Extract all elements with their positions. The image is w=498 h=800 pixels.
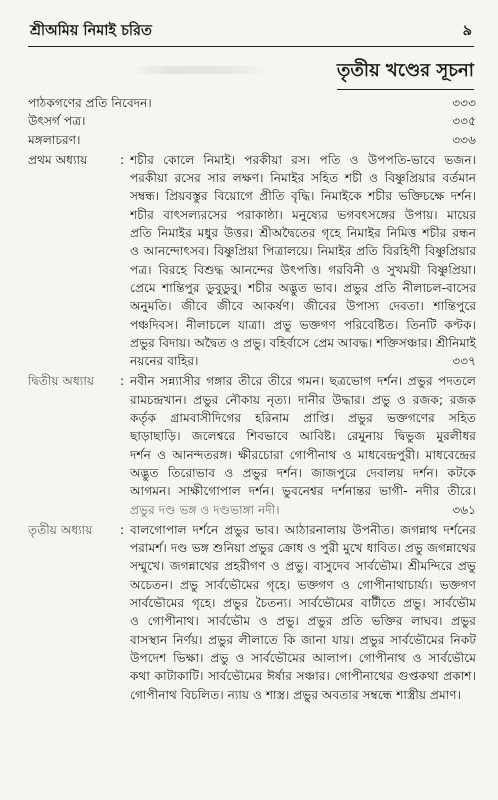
chapter-label: প্রথম অধ্যায় bbox=[28, 152, 88, 167]
chapter-page: ৩৩৭ bbox=[452, 354, 477, 369]
summary-line: পঞ্চদিবস। নীলাচলে যাত্রা। প্রভু ভক্তগণ পরিবেষ্টিত। তিনটি কণ্টক। bbox=[130, 317, 477, 332]
summary-end-text: নয়নের বাহির। bbox=[130, 354, 199, 369]
toc-item bbox=[28, 94, 476, 112]
summary-line: আগমন। সাক্ষীগোপাল দর্শন। ভুবনেশ্বর দর্শনান্তর ভাগী- নদীর তীরে। bbox=[130, 484, 476, 499]
summary-line: রামচন্দ্রখান। প্রভুর নৌকায় নৃত্য। দানীর উদ্ধার। প্রভু ও রজক; রজক bbox=[130, 392, 476, 407]
summary-line: পরকীয়া রসের সার লক্ষণ। নিমাইর সহিত শচী ও বিষ্ণুপ্রিয়ার বর্তমান bbox=[130, 171, 477, 186]
chapter-label: দ্বিতীয় অধ্যায় bbox=[28, 374, 95, 389]
section-title: তৃতীয় খণ্ডের সূচনা bbox=[337, 56, 474, 90]
summary-line: পত্র। বিরহে বিশুদ্ধ আনন্দের উৎপত্তি। গরবিনী ও সুখময়ী বিষ্ণুপ্রিয়া। bbox=[130, 262, 477, 277]
summary-line: পরামর্শ। দণ্ড ভঙ্গ শুনিয়া প্রভুর ক্রোধ ও পুরী মুখে ধাবিত। প্রভু জগন্নাথের bbox=[130, 541, 476, 556]
toc-item bbox=[28, 131, 476, 149]
summary-line: ও আনন্দোৎসব। বিষ্ণুপ্রিয়া পিত্রালয়ে। নিমাইর প্রতি বিরহিণী বিষ্ণুপ্রিয়ার bbox=[130, 244, 477, 259]
toc-item-page: ৩৩৩ bbox=[452, 96, 476, 110]
summary-line: ছাড়াছাড়ি। জলেশ্বরে শিবভাবে আবিষ্ট। রেমুনায় দ্বিভুজ মুরলীধর bbox=[130, 429, 476, 444]
table-of-contents bbox=[28, 94, 476, 704]
summary-line: সম্বন্ধ। প্রিয়বস্তুর বিয়োগে প্রীতি বৃদ্ধি। নিমাইকে শচীর ভক্তিচক্ষে দর্শন। bbox=[130, 189, 477, 204]
chapter-summary bbox=[130, 521, 476, 704]
toc-item-label: মঙ্গলাচরণ। bbox=[28, 132, 81, 147]
chapter-entry-1: প্রথম অধ্যায় : শচীর কোলে নিমাই। পরকীয়া রস। পতি ও উপপতি-ভাবে ভজন। পরকীয়া রসের সার লক্ষণ। নিমাইর সহিত শচী ও বিষ্ণুপ্রিয়ার বর্তমান সম্বন্ধ। প্রিয়বস্তুর বিয়োগে প্রীতি বৃদ্ধি। নিমাইকে শচীর ভক্তিচক্ষে দর্শন। শচীর বাৎসল্যরসের পরাকাষ্ঠা। মনুষ্যের ভগবৎসঙ্গের উপায়। মায়ের প্রতি নিমাইর মধুর উত্তর। শ্রীঅদ্বৈতের গৃহে নিমাইর নিমিত্ত শচীর রন্ধন ও আনন্দোৎসব। বিষ্ণুপ্রিয়া পিত্রালয়ে। নিমাইর প্রতি বিরহিণী বিষ্ণুপ্রিয়ার পত্র। বিরহে বিশুদ্ধ আনন্দের উৎপত্তি। গরবিনী ও সুখময়ী বিষ্ণুপ্রিয়া। প্রেমে শান্তিপুর ডুবুডুবু। শচীর অদ্ভুত ভাব। প্রভুর প্রতি নীলাচল-বাসের অনুমতি। জীবে জীবে আকর্ষণ। জীবের উপাস্য দেবতা। শান্তিপুরে পঞ্চদিবস। নীলাচলে যাত্রা। প্রভু ভক্তগণ পরিবেষ্টিত। তিনটি কণ্টক। প্রভুর বিদায়। অদ্বৈত ও প্রভু। বহির্বাসে প্রেম আবদ্ধ। শক্তিসঞ্চার। শ্রীনিমাই নয়নের বাহির। ৩৩৭ bbox=[28, 151, 476, 371]
summary-line: প্রতি নিমাইর মধুর উত্তর। শ্রীঅদ্বৈতের গৃহে নিমাইর নিমিত্ত শচীর রন্ধন bbox=[130, 226, 477, 241]
summary-line: ও গোপীনাথ। সার্বভৌম ও প্রভু। প্রভুর প্রতি ভক্তির লাঘব। প্রভুর bbox=[130, 614, 476, 629]
chapter-entry-2: দ্বিতীয় অধ্যায় : নবীন সন্ন্যাসীর গঙ্গার তীরে তীরে গমন। ছত্রভোগ দর্শন। প্রভুর পদতলে রামচন্দ্রখান। প্রভুর নৌকায় নৃত্য। দানীর উদ্ধার। প্রভু ও রজক; রজক কর্তৃক গ্রামবাসীদিগের হরিনাম প্রাপ্তি। প্রভুর ভক্তগণের সহিত ছাড়াছাড়ি। জলেশ্বরে শিবভাবে আবিষ্ট। রেমুনায় দ্বিভুজ মুরলীধর দর্শন ও আনন্দতরঙ্গ। ক্ষীরচোরা গোপীনাথ ও মাধবেন্দ্রপুরী। মাধবেন্দ্রের অদ্ভুত তিরোভাব ও প্রভুর দর্শন। জাজপুরে দেবালয় দর্শন। কটকে আগমন। সাক্ষীগোপাল দর্শন। ভুবনেশ্বর দর্শনান্তর ভাগী- নদীর তীরে। প্রভুর দণ্ড ভঙ্গ ও দণ্ডভাঙ্গা নদী। ৩৬১ bbox=[28, 372, 476, 518]
summary-line: শচীর বাৎসল্যরসের পরাকাষ্ঠা। মনুষ্যের ভগবৎসঙ্গের উপায়। মায়ের bbox=[130, 207, 477, 222]
page-number: ৯ bbox=[462, 23, 472, 39]
summary-end-text: প্রভুর দণ্ড ভঙ্গ ও দণ্ডভাঙ্গা নদী। bbox=[130, 502, 280, 517]
summary-line: বালগোপাল দর্শনে প্রভুর ভাব। আঠারনালায় উপনীত। জগন্নাথ দর্শনের bbox=[130, 522, 476, 537]
running-title: শ্রীঅমিয় নিমাই চরিত bbox=[30, 23, 152, 39]
summary-line: অদ্ভুত তিরোভাব ও প্রভুর দর্শন। জাজপুরে দেবালয় দর্শন। কটকে bbox=[130, 465, 476, 480]
toc-item-page: ৩৩৫ bbox=[452, 114, 476, 129]
toc-item bbox=[28, 112, 476, 130]
summary-end-line bbox=[130, 352, 476, 370]
summary-line: প্রেমে শান্তিপুর ডুবুডুবু। শচীর অদ্ভুত ভাব। প্রভুর প্রতি নীলাচল-বাসের bbox=[130, 280, 477, 295]
toc-item-label: পাঠকগণের প্রতি নিবেদন। bbox=[28, 96, 152, 110]
chapter-page: ৩৬১ bbox=[452, 502, 476, 517]
summary-line: শচীর কোলে নিমাই। পরকীয়া রস। পতি ও উপপতি-ভাবে ভজন। bbox=[130, 152, 477, 167]
chapter-entry-3: তৃতীয় অধ্যায় : বালগোপাল দর্শনে প্রভুর ভাব। আঠারনালায় উপনীত। জগন্নাথ দর্শনের পরামর্শ। দণ্ড ভঙ্গ শুনিয়া প্রভুর ক্রোধ ও পুরী মুখে ধাবিত। প্রভু জগন্নাথের সম্মুখে। জগন্নাথের প্রহরীগণ ও প্রভু। বাসুদেব সার্বভৌম। শ্রীমন্দিরে প্রভু অচেতন। প্রভু সার্বভৌমের গৃহে। ভক্তগণ ও গোপীনাথাচার্য্য। ভক্তগণ সার্বভৌমের গৃহে। প্রভুর চৈতন্য। সার্বভৌমের বাটীতে প্রভু। সার্বভৌম ও গোপীনাথ। সার্বভৌম ও প্রভু। প্রভুর প্রতি ভক্তির লাঘব। প্রভুর বাসস্থান নির্ণয়। প্রভুর লীলাতে কি জানা যায়। প্রভুর সার্বভৌমের নিকট উপদেশ ভিক্ষা। প্রভু ও সার্বভৌমের আলাপ। গোপীনাথ ও সার্বভৌমে কথা কাটাকাটি। সার্বভৌমের ঈর্ষার সঞ্চার। গোপীনাথের গুপ্তকথা প্রকাশ। গোপীনাথ বিচলিত। ন্যায় ও শাস্ত্র। প্রভুর অবতার সম্বন্ধে শাস্ত্রীয় প্রমাণ। bbox=[28, 521, 476, 704]
summary-line: গোপীনাথ বিচলিত। ন্যায় ও শাস্ত্র। প্রভুর অবতার সম্বন্ধে শাস্ত্রীয় প্রমাণ। bbox=[130, 687, 461, 702]
summary-line: বাসস্থান নির্ণয়। প্রভুর লীলাতে কি জানা যায়। প্রভুর সার্বভৌমের নিকট bbox=[130, 632, 476, 647]
summary-line: প্রভুর বিদায়। অদ্বৈত ও প্রভু। বহির্বাসে প্রেম আবদ্ধ। শক্তিসঞ্চার। শ্রীনিমাই bbox=[130, 335, 477, 350]
summary-line: অনুমতি। জীবে জীবে আকর্ষণ। জীবের উপাস্য দেবতা। শান্তিপুরে bbox=[130, 299, 477, 314]
summary-line: কর্তৃক গ্রামবাসীদিগের হরিনাম প্রাপ্তি। প্রভুর ভক্তগণের সহিত bbox=[130, 411, 476, 426]
toc-item-label: উৎসর্গ পত্র। bbox=[28, 114, 86, 129]
summary-line: অচেতন। প্রভু সার্বভৌমের গৃহে। ভক্তগণ ও গোপীনাথাচার্য্য। ভক্তগণ bbox=[130, 577, 476, 592]
summary-line: সম্মুখে। জগন্নাথের প্রহরীগণ ও প্রভু। বাসুদেব সার্বভৌম। শ্রীমন্দিরে প্রভু bbox=[130, 559, 476, 574]
summary-line: নবীন সন্ন্যাসীর গঙ্গার তীরে তীরে গমন। ছত্রভোগ দর্শন। প্রভুর পদতলে bbox=[130, 374, 476, 389]
chapter-label: তৃতীয় অধ্যায় bbox=[28, 522, 93, 537]
summary-line: উপদেশ ভিক্ষা। প্রভু ও সার্বভৌমের আলাপ। গোপীনাথ ও সার্বভৌমে bbox=[130, 650, 476, 665]
chapter-summary bbox=[130, 151, 476, 371]
chapter-summary bbox=[130, 372, 476, 518]
summary-line: সার্বভৌমের গৃহে। প্রভুর চৈতন্য। সার্বভৌমের বাটীতে প্রভু। সার্বভৌম bbox=[130, 596, 476, 611]
summary-line: দর্শন ও আনন্দতরঙ্গ। ক্ষীরচোরা গোপীনাথ ও মাধবেন্দ্রপুরী। মাধবেন্দ্রের bbox=[130, 447, 476, 462]
toc-item-page: ৩৩৬ bbox=[452, 132, 476, 147]
faint-print-mark bbox=[130, 66, 270, 74]
running-header bbox=[28, 16, 474, 47]
summary-line: কথা কাটাকাটি। সার্বভৌমের ঈর্ষার সঞ্চার। গোপীনাথের গুপ্তকথা প্রকাশ। bbox=[130, 669, 476, 684]
summary-end-line bbox=[130, 501, 476, 519]
